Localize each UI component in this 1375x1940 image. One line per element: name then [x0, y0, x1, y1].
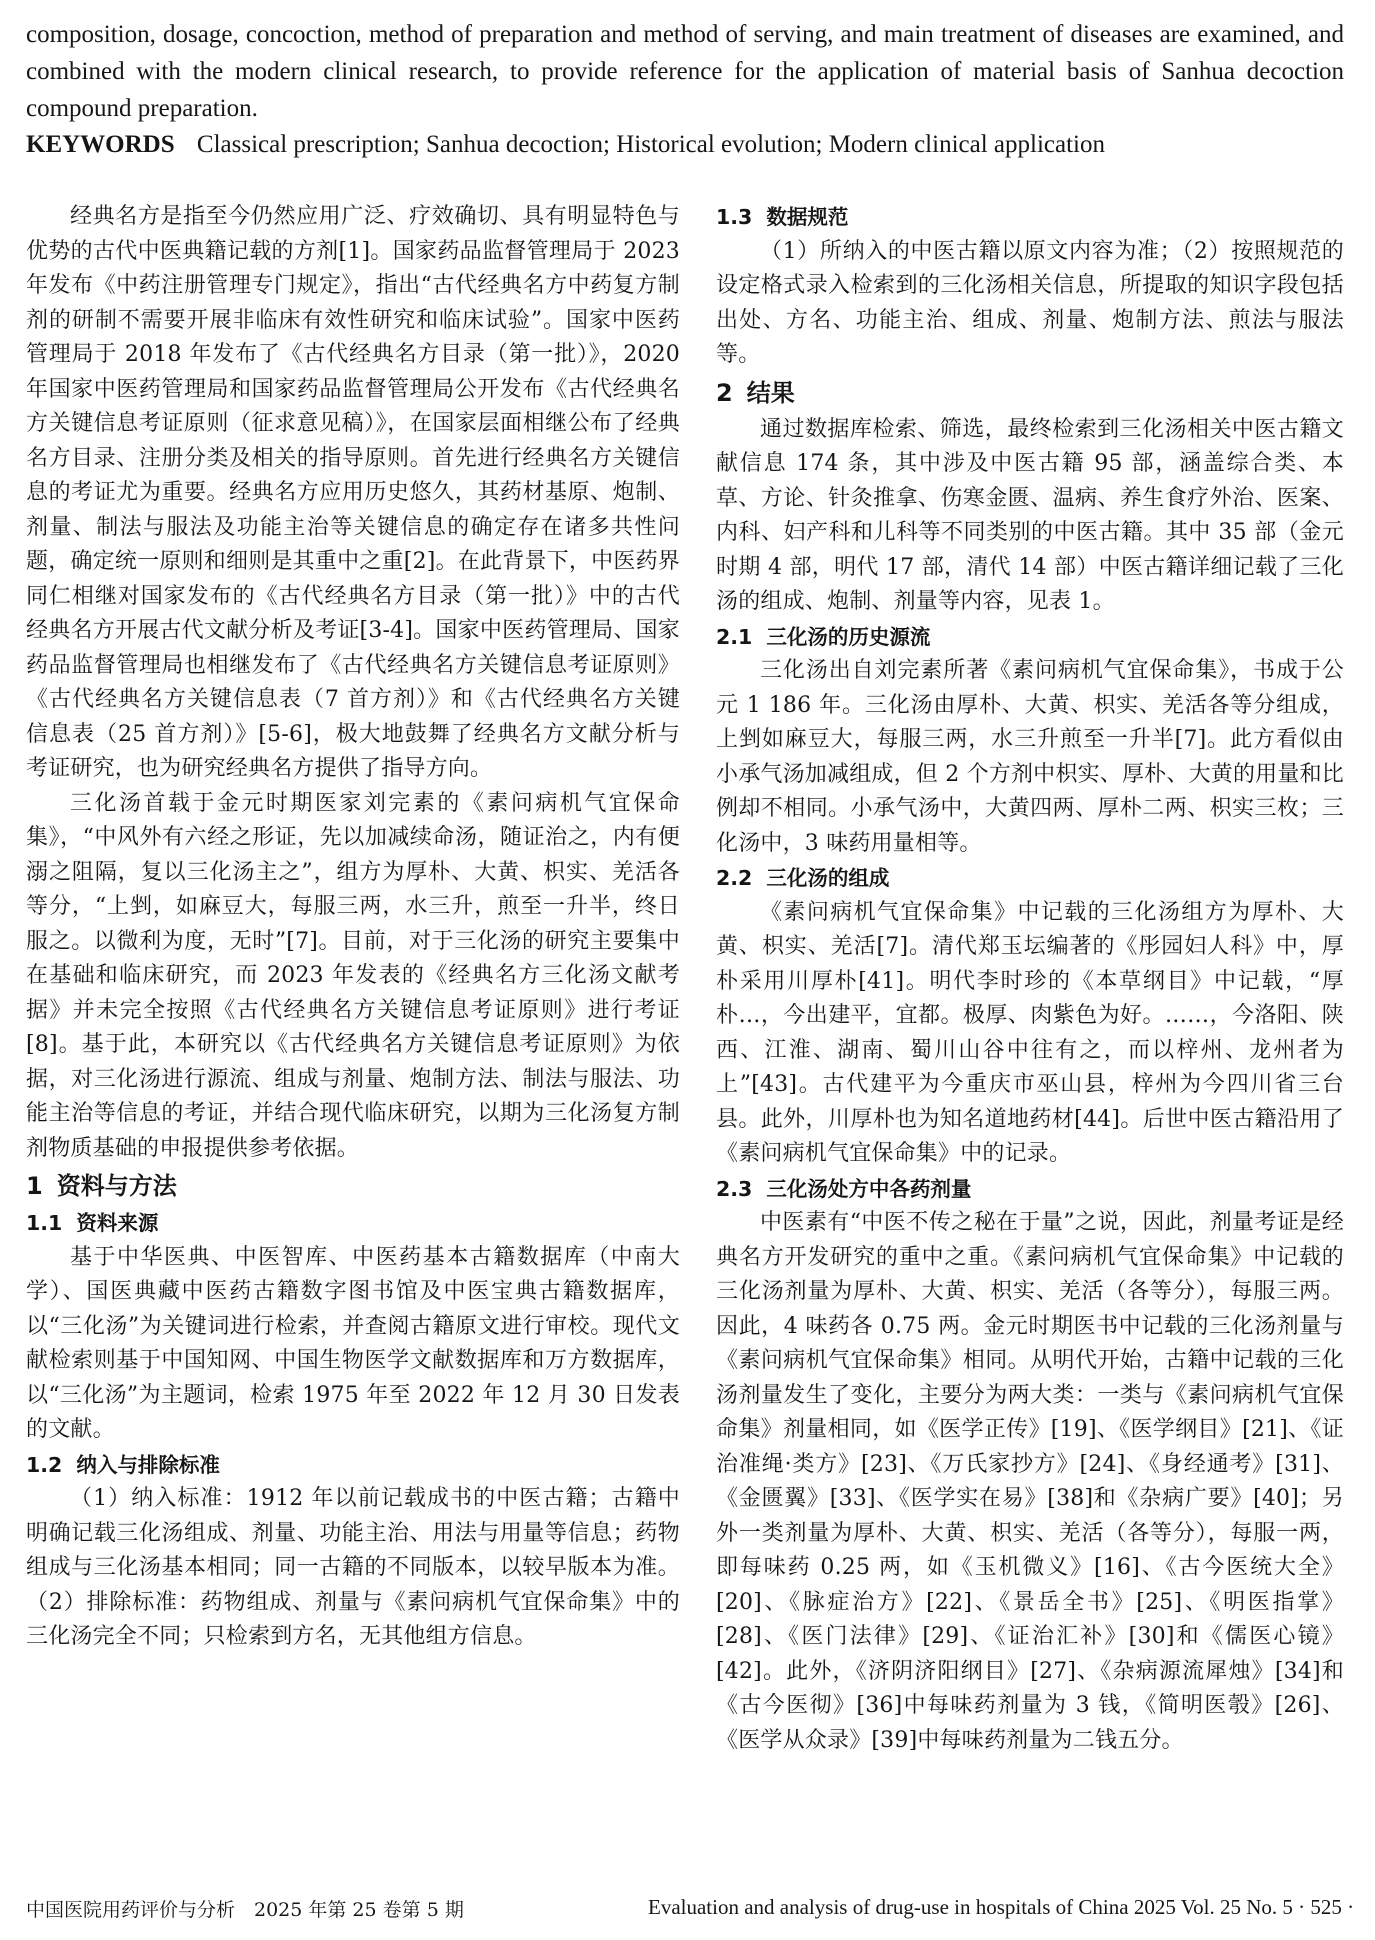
subsection-title: 三化汤的历史源流	[766, 624, 931, 649]
paragraph-composition: 《素问病机气宜保命集》中记载的三化汤组方为厚朴、大黄、枳实、羌活[7]。清代郑玉坛编著的《彤园妇人科》中，厚朴采用川厚朴[41]。明代李时珍的《本草纲目》中记载，“厚朴…，今出建平，宜都。极厚、肉紫色为好。……，今洛阳、陕西、江淮、湖南、蜀川山谷中往有之，而以梓州、龙州者为上”[43]。古代建平为今重庆市巫山县，梓州为今四川省三台县。此外，川厚朴也为知名道地药材[44]。后世中医古籍沿用了《素问病机气宜保命集》中的记录。	[716, 899, 1344, 1166]
footer-journal-en: Evaluation and analysis of drug-use in hospitals of China 2025 Vol. 25 No. 5 · 525 ·	[648, 1895, 1355, 1919]
subsection-title: 纳入与排除标准	[76, 1452, 220, 1477]
paragraph-intro-1: 经典名方是指至今仍然应用广泛、疗效确切、具有明显特色与优势的古代中医典籍记载的方剂[1]。国家药品监督管理局于 2023 年发布《中药注册管理专门规定》，指出“古代经典名方中药复方制剂的研制不需要开展非临床有效性研究和临床试验”。国家中医药管理局于 2018 年发布了《古代经典名方目录（第一批）》，2020 年国家中医药管理局和国家药品监督管理局公开发布《古代经典名方关键信息考证原则（征求意见稿）》，在国家层面相继公布了经典名方目录、注册分类及相关的指导原则。首先进行经典名方关键信息的考证尤为重要。经典名方应用历史悠久，其药材基原、炮制、剂量、制法与服法及功能主治等关键信息的确定存在诸多共性问题，确定统一原则和细则是其重中之重[2]。在此背景下，中医药界同仁相继对国家发布的《古代经典名方目录（第一批）》中的古代经典名方开展古代文献分析及考证[3-4]。国家中医药管理局、国家药品监督管理局也相继发布了《古代经典名方关键信息考证原则》《古代经典名方关键信息表（7 首方剂）》和《古代经典名方关键信息表（25 首方剂）》[5-6]，极大地鼓舞了经典名方文献分析与考证研究，也为研究经典名方提供了指导方向。	[26, 204, 680, 781]
left-column	[26, 200, 680, 1655]
subsection-number: 1.3	[716, 205, 753, 229]
paragraph-dosage: 中医素有“中医不传之秘在于量”之说，因此，剂量考证是经典名方开发研究的重中之重。《素问病机气宜保命集》中记载的三化汤剂量为厚朴、大黄、枳实、羌活（各等分），每服三两。因此，4 味药各 0.75 两。金元时期医书中记载的三化汤剂量与《素问病机气宜保命集》相同。从明代开始，古籍中记载的三化汤剂量发生了变化，主要分为两大类：一类与《素问病机气宜保命集》剂量相同，如《医学正传》[19]、《医学纲目》[21]、《证治准绳·类方》[23]、《万氏家抄方》[24]、《身经通考》[31]、《金匮翼》[33]、《医学实在易》[38]和《杂病广要》[40]；另外一类剂量为厚朴、大黄、枳实、羌活（各等分），每服一两，即每味药 0.25 两，如《玉机微义》[16]、《古今医统大全》[20]、《脉症治方》[22]、《景岳全书》[25]、《明医指掌》[28]、《医门法律》[29]、《证治汇补》[30]和《儒医心镜》[42]。此外，《济阴济阳纲目》[27]、《杂病源流犀烛》[34]和《古今医彻》[36]中每味药剂量为 3 钱，《简明医彀》[26]、《医学从众录》[39]中每味药剂量为二钱五分。	[716, 1210, 1344, 1753]
subsection-heading-1-1	[26, 1206, 680, 1241]
subsection-title: 三化汤的组成	[766, 866, 890, 890]
keywords-line	[26, 126, 1356, 163]
keywords-text: Classical prescription; Sanhua decoction; Historical evolution; Modern clinical application	[196, 131, 1105, 158]
subsection-heading-1-2	[26, 1448, 680, 1483]
section-number: 1	[26, 1172, 43, 1200]
keywords-label: KEYWORDS	[26, 131, 175, 158]
paragraph-criteria: （1）纳入标准：1912 年以前记载成书的中医古籍；古籍中明确记载三化汤组成、剂量、功能主治、用法与用量等信息；药物组成与三化汤基本相同；同一古籍的不同版本，以较早版本为准。（2）排除标准：药物组成、剂量与《素问病机气宜保命集》中的三化汤完全不同；只检索到方名，无其他组方信息。	[26, 1486, 680, 1649]
paragraph-data-norms: （1）所纳入的中医古籍以原文内容为准；（2）按照规范的设定格式录入检索到的三化汤相关信息，所提取的知识字段包括出处、方名、功能主治、组成、剂量、炮制方法、煎法与服法等。	[716, 238, 1344, 367]
right-column	[716, 200, 1344, 1758]
subsection-heading-2-1	[716, 620, 1344, 655]
subsection-heading-2-3	[716, 1172, 1344, 1207]
abstract-tail: composition, dosage, concoction, method of preparation and method of serving, and main treatment of diseases are examined, and combined with the modern clinical research, to provide reference for the application of material basis of Sanhua decoction compound preparation.	[26, 21, 1344, 122]
section-heading-2	[716, 373, 1344, 413]
subsection-heading-2-2	[716, 861, 1344, 896]
subsection-number: 1.1	[26, 1211, 63, 1235]
subsection-number: 1.2	[26, 1452, 63, 1477]
subsection-title: 数据规范	[766, 205, 849, 229]
paragraph-intro-2: 三化汤首载于金元时期医家刘完素的《素问病机气宜保命集》，“中风外有六经之形证，先以加减续命汤，随证治之，内有便溺之阻隔，复以三化汤主之”，组方为厚朴、大黄、枳实、羌活各等分，“上剉，如麻豆大，每服三两，水三升，煎至一升半，终日服之。以微利为度，无时”[7]。目前，对于三化汤的研究主要集中在基础和临床研究，而 2023 年发表的《经典名方三化汤文献考据》并未完全按照《古代经典名方关键信息考证原则》进行考证[8]。基于此，本研究以《古代经典名方关键信息考证原则》为依据，对三化汤进行源流、组成与剂量、炮制方法、制法与服法、功能主治等信息的考证，并结合现代临床研究，以期为三化汤复方制剂物质基础的申报提供参考依据。	[26, 790, 680, 1161]
subsection-title: 三化汤处方中各药剂量	[766, 1176, 972, 1201]
section-title: 资料与方法	[56, 1172, 177, 1200]
paragraph-results: 通过数据库检索、筛选，最终检索到三化汤相关中医古籍文献信息 174 条，其中涉及中医古籍 95 部，涵盖综合类、本草、方论、针灸推拿、伤寒金匮、温病、养生食疗外治、医案、内科、妇产科和儿科等不同类别的中医古籍。其中 35 部（金元时期 4 部，明代 17 部，清代 14 部）中医古籍详细记载了三化汤的组成、炮制、剂量等内容，见表 1。	[716, 416, 1344, 614]
subsection-number: 2.1	[716, 624, 753, 649]
subsection-number: 2.2	[716, 866, 753, 890]
section-heading-1	[26, 1166, 680, 1206]
section-title: 结果	[746, 378, 795, 407]
footer-journal-cn: 中国医院用药评价与分析 2025 年第 25 卷第 5 期	[26, 1899, 464, 1921]
subsection-heading-1-3	[716, 200, 1344, 235]
subsection-number: 2.3	[716, 1176, 753, 1201]
subsection-title: 资料来源	[76, 1211, 159, 1235]
paragraph-data-source: 基于中华医典、中医智库、中医药基本古籍数据库（中南大学）、国医典藏中医药古籍数字图书馆及中医宝典古籍数据库，以“三化汤”为关键词进行检索，并查阅古籍原文进行审校。现代文献检索则基于中国知网、中国生物医学文献数据库和万方数据库，以“三化汤”为主题词，检索 1975 年至 2022 年 12 月 30 日发表的文献。	[26, 1244, 680, 1442]
paragraph-history: 三化汤出自刘完素所著《素问病机气宜保命集》，书成于公元 1 186 年。三化汤由厚朴、大黄、枳实、羌活各等分组成，上剉如麻豆大，每服三两，水三升煎至一升半[7]。此方看似由小承气汤加减组成，但 2 个方剂中枳实、厚朴、大黄的用量和比例却不相同。小承气汤中，大黄四两、厚朴二两、枳实三枚；三化汤中，3 味药用量相等。	[716, 658, 1344, 856]
section-number: 2	[716, 378, 733, 407]
